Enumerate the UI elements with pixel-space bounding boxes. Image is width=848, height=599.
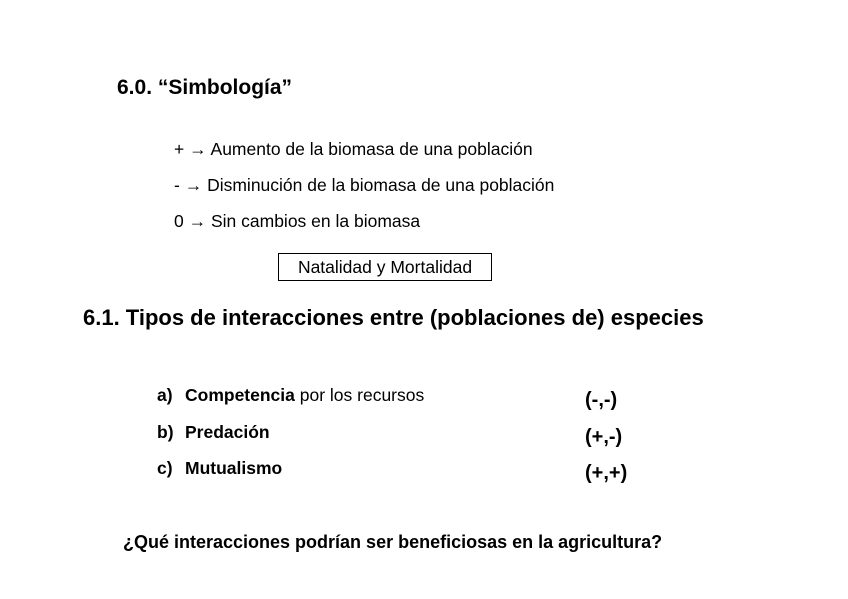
section-0-title: 6.0. “Simbología” [117,76,293,99]
interaction-item-competencia [157,385,424,406]
item-marker: a) [157,385,173,405]
symbol-row-zero [174,211,420,232]
symbol-sign: 0 [174,211,184,231]
symbol-sign: - [174,175,180,195]
item-marker: c) [157,458,173,478]
interaction-item-mutualismo [157,458,282,479]
item-term: Competencia [185,385,295,405]
symbol-row-plus [174,139,533,160]
interaction-sign-mutualismo: (+,+) [585,462,628,484]
item-rest: por los recursos [294,385,425,405]
interaction-item-predacion [157,422,270,443]
boxed-label: Natalidad y Mortalidad [278,253,492,281]
symbol-description: Sin cambios en la biomasa [210,211,421,231]
interaction-sign-competencia: (-,-) [585,389,618,411]
symbol-row-minus [174,175,554,196]
symbol-description: Aumento de la biomasa de una población [210,139,533,159]
interaction-sign-predacion: (+,-) [585,426,623,448]
question-text: ¿Qué interacciones podrían ser beneficiosas en la agricultura? [123,532,663,552]
arrow-right-icon: → [184,175,203,195]
section-1-title: 6.1. Tipos de interacciones entre (poblaciones de) especies [83,305,704,330]
symbol-sign: + [174,139,185,159]
symbol-description: Disminución de la biomasa de una población [207,175,555,195]
arrow-right-icon: → [189,139,207,159]
arrow-right-icon: → [188,211,207,231]
item-marker: b) [157,422,174,442]
item-term: Predación [185,422,270,442]
item-term: Mutualismo [185,458,283,478]
